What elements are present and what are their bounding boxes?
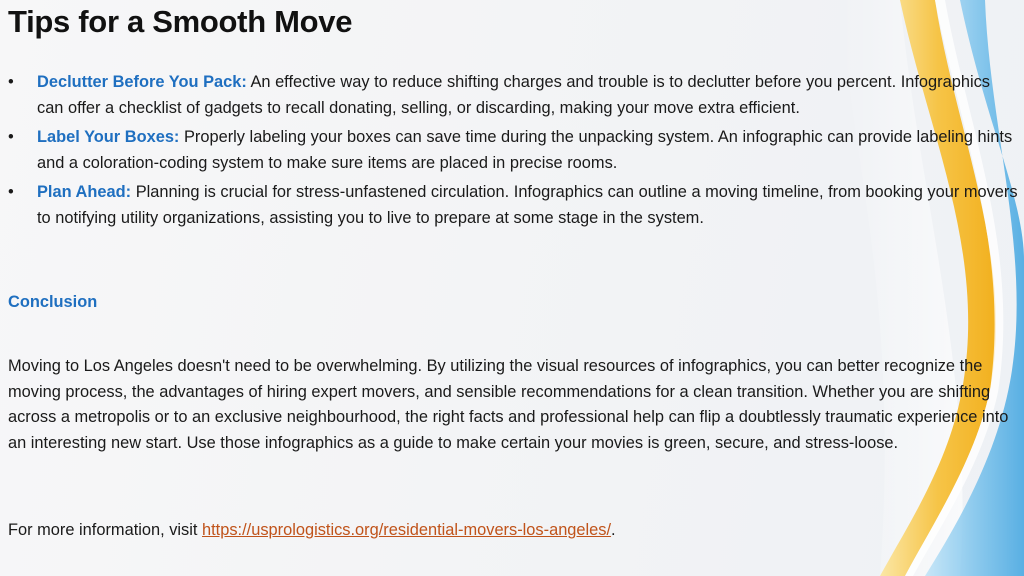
tip-heading: Plan Ahead:: [37, 183, 132, 201]
tip-heading: Declutter Before You Pack:: [37, 73, 247, 91]
bullet-icon: •: [8, 128, 14, 146]
tip-text: Properly labeling your boxes can save time during the unpacking system. An infographic can provide labeling hints and a coloration-coding system to make sure items are placed in precise rooms.: [37, 128, 1013, 172]
tips-list: [8, 70, 1020, 235]
tip-label-boxes: [8, 125, 1020, 176]
slide-title: Tips for a Smooth Move: [8, 4, 353, 39]
tip-declutter: [8, 70, 1020, 121]
tip-text: An effective way to reduce shifting charges and trouble is to declutter before you percent. Infographics can offer a checklist of gadgets to recall donating, selling, or discarding, making your move extra efficient.: [37, 73, 991, 117]
tip-heading: Label Your Boxes:: [37, 128, 180, 146]
more-info-suffix: .: [611, 521, 616, 539]
tip-plan-ahead: [8, 180, 1020, 231]
tip-text: Planning is crucial for stress-unfastened circulation. Infographics can outline a moving timeline, from booking your movers to notifying utility organizations, assisting you to live to prepare at some stage in the system.: [37, 183, 1018, 227]
bullet-icon: •: [8, 73, 14, 91]
conclusion-heading: Conclusion: [8, 293, 98, 311]
more-info-line: [8, 518, 616, 544]
conclusion-paragraph: Moving to Los Angeles doesn't need to be overwhelming. By utilizing the visual resources of infographics, you can better recognize the moving process, the advantages of hiring expert movers, and sensible recommendations for a clean transition. Whether you are shifting across a metropolis or to an exclusive neighbourhood, the right facts and professional help can flip a doubtlessly traumatic experience into an interesting new start. Use those infographics as a guide to make certain your movies is green, secure, and stress-loose.: [8, 357, 1009, 452]
bullet-icon: •: [8, 183, 14, 201]
more-info-prefix: For more information, visit: [8, 521, 198, 539]
website-link[interactable]: https://usprologistics.org/residential-movers-los-angeles/: [202, 521, 612, 539]
